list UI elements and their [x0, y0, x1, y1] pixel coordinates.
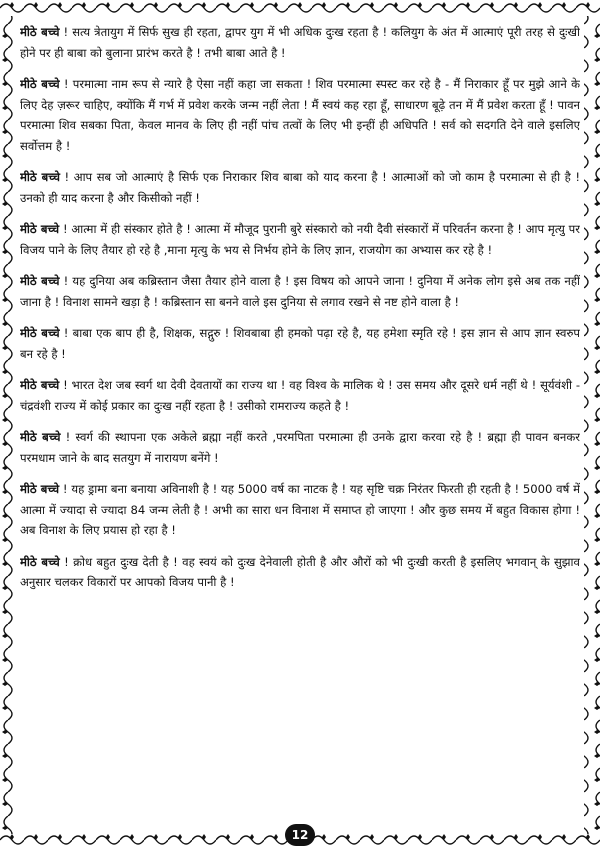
page-number: 12	[285, 824, 315, 846]
paragraph-lead: मीठे बच्चे	[20, 378, 60, 392]
page-content	[20, 22, 580, 810]
paragraph-text: ! सत्य त्रेतायुग में सिर्फ सुख ही रहता, द्वापर युग में भी अधिक दुःख रहता है ! कलियुग के अंत में आत्माएं पूरी तरह से दुःखी होने पर ही बाबा को बुलाना प्रारंभ करते है ! तभी बाबा आते है !	[20, 25, 580, 60]
paragraph-lead: मीठे बच्चे	[20, 25, 60, 39]
paragraph-lead: मीठे बच्चे	[20, 482, 60, 496]
paragraph-text: ! आत्मा में ही संस्कार होते है ! आत्मा में मौजूद पुरानी बुरे संस्कारो को नयी दैवी संस्कारों में परिवर्तन करना है ! आप मृत्यु पर विजय पाने के लिए तैयार हो रहे है ,माना मृत्यु के भय से निर्भय होने के लिए ज्ञान, राजयोग का अभ्यास कर रहे है !	[20, 222, 580, 257]
paragraph	[20, 323, 580, 364]
paragraph-lead: मीठे बच्चे	[20, 170, 60, 184]
paragraph	[20, 219, 580, 260]
paragraph	[20, 479, 580, 541]
paragraph	[20, 167, 580, 208]
paragraph-lead: मीठे बच्चे	[20, 554, 60, 569]
paragraph-lead: मीठे बच्चे	[20, 274, 60, 288]
paragraph-text: ! स्वर्ग की स्थापना एक अकेले ब्रह्मा नहीं करते ,परमपिता परमात्मा ही उनके द्वारा करवा रहे है ! ब्रह्मा ही पावन बनकर परमधाम जाने के बाद सतयुग में नारायण बनेंगे !	[20, 430, 580, 465]
paragraph-text: ! आप सब जो आत्माएं है सिर्फ एक निराकार शिव बाबा को याद करना है ! आत्माओं को जो काम है परमात्मा से ही है ! उनको ही याद करना है और किसीको नहीं !	[20, 170, 580, 205]
paragraph-text: ! यह दुनिया अब कब्रिस्तान जैसा तैयार होने वाला है ! इस विषय को आपने जाना ! दुनिया में अनेक लोग इसे अब तक नहीं जाना है ! विनाश सामने खड़ा है ! कब्रिस्तान सा बनने वाले इस दुनिया से लगाव रखने से नष्ट होने वाला है !	[20, 274, 580, 309]
paragraph	[20, 271, 580, 312]
paragraph-text: ! परमात्मा नाम रूप से न्यारे है ऐसा नहीं कहा जा सकता ! शिव परमात्मा स्पस्ट कर रहे है - मैं निराकार हूँ पर मुझे आने के लिए देह ज़रूर चाहिए, क्योंकि मैं गर्भ में प्रवेश करके जन्म नहीं लेता ! मैं स्वयं कह रहा हूँ, साधारण बूढ़े तन में मैं प्रवेश करता हूँ ! पावन परमात्मा शिव सबका पिता, केवल मानव के लिए ही नहीं पांच तत्वों के लिए भी इन्हीं ही अधिपति ! सर्व को सदगति देने वाले इसलिए सर्वोत्तम है !	[20, 77, 580, 153]
paragraph	[20, 552, 580, 593]
paragraph-lead: मीठे बच्चे	[20, 77, 60, 91]
paragraph-lead: मीठे बच्चे	[20, 222, 60, 236]
paragraph-lead: मीठे बच्चे	[20, 430, 61, 444]
paragraph-text: ! यह ड्रामा बना बनाया अविनाशी है ! यह 5000 वर्ष का नाटक है ! यह सृष्टि चक्र निरंतर फिरती ही रहती है ! 5000 वर्ष में आत्मा में ज्यादा से ज्यादा 84 जन्म लेती है ! अभी का सारा धन विनाश में समाप्त हो जाएगा ! और कुछ समय में बहुत विकास होगा ! अब विनाश के लिए प्रयास हो रहा है !	[20, 482, 580, 537]
paragraph-text: ! भारत देश जब स्वर्ग था देवी देवतायों का राज्य था ! वह विश्व के मालिक थे ! उस समय और दूसरे धर्म नहीं थे ! सूर्यवंशी - चंद्रवंशी राज्य में कोई प्रकार का दुःख नहीं रहता है ! उसीको रामराज्य कहते है !	[20, 378, 580, 413]
paragraph	[20, 375, 580, 416]
paragraph-text: ! क्रोध बहुत दुःख देती है ! वह स्वयं को दुःख देनेवाली होती है और औरों को भी दुःखी करती है इसलिए भगवान् के सुझाव अनुसार चलकर विकारों पर आपको विजय पानी है !	[20, 554, 580, 589]
paragraph-lead: मीठे बच्चे	[20, 326, 60, 340]
paragraph	[20, 74, 580, 156]
paragraph	[20, 427, 580, 468]
paragraph	[20, 22, 580, 63]
paragraph-text: ! बाबा एक बाप ही है, शिक्षक, सद्गुरु ! शिवबाबा ही हमको पढ़ा रहे है, यह हमेशा स्मृति रहे ! इस ज्ञान से आप ज्ञान स्वरुप बन रहे है !	[20, 326, 580, 361]
